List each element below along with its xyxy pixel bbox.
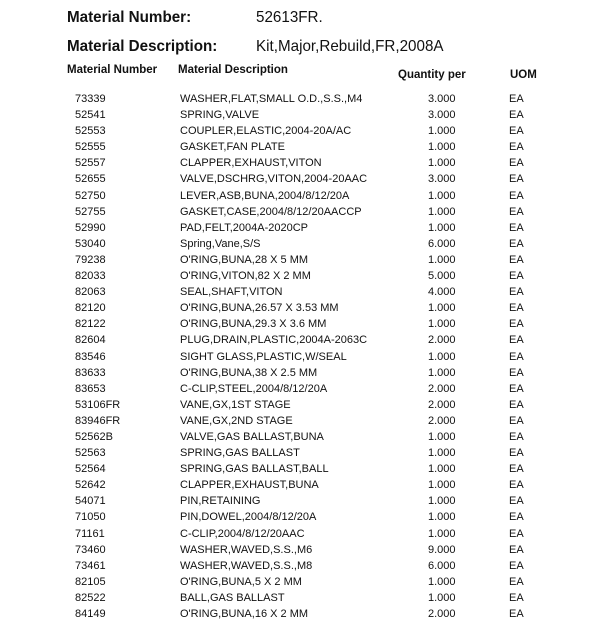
material-number-cell: 82120 — [75, 302, 106, 315]
quantity-cell: 1.000 — [428, 447, 456, 460]
uom-cell: EA — [509, 173, 524, 186]
uom-cell: EA — [509, 463, 524, 476]
material-description-cell: O'RING,BUNA,16 X 2 MM — [180, 608, 309, 620]
material-number-cell: 84149 — [75, 608, 106, 620]
quantity-cell: 1.000 — [428, 527, 456, 540]
uom-cell: EA — [509, 302, 524, 315]
table-row — [0, 397, 600, 413]
uom-cell: EA — [509, 318, 524, 331]
quantity-cell: 1.000 — [428, 591, 456, 604]
table-row — [0, 445, 600, 461]
table-row — [0, 429, 600, 445]
material-description-cell: O'RING,BUNA,29.3 X 3.6 MM — [180, 318, 327, 331]
quantity-cell: 1.000 — [428, 575, 456, 588]
table-row — [0, 139, 600, 155]
material-description-cell: WASHER,WAVED,S.S.,M6 — [180, 543, 313, 556]
quantity-cell: 1.000 — [428, 253, 456, 266]
table-row — [0, 91, 600, 107]
quantity-cell: 6.000 — [428, 559, 456, 572]
quantity-cell: 2.000 — [428, 382, 456, 395]
uom-cell: EA — [509, 253, 524, 266]
material-number-cell: 52562B — [75, 430, 113, 443]
table-row — [0, 590, 600, 606]
material-description-cell: PIN,RETAINING — [180, 495, 261, 508]
quantity-cell: 3.000 — [428, 93, 456, 105]
material-description-cell: PAD,FELT,2004A-2020CP — [180, 221, 308, 234]
material-number-cell: 52750 — [75, 189, 106, 202]
table-row — [0, 349, 600, 365]
material-number-cell: 54071 — [75, 495, 106, 508]
table-row — [0, 413, 600, 429]
material-description-cell: BALL,GAS BALLAST — [180, 591, 285, 604]
uom-cell: EA — [509, 608, 524, 620]
table-row — [0, 300, 600, 316]
material-number-value: 52613FR. — [256, 9, 323, 26]
table-row — [0, 606, 600, 622]
material-number-cell: 82063 — [75, 286, 106, 299]
material-number-cell: 52642 — [75, 479, 106, 492]
table-row — [0, 542, 600, 558]
material-description-cell: SPRING,GAS BALLAST,BALL — [180, 463, 329, 476]
table-row — [0, 236, 600, 252]
material-description-cell: WASHER,WAVED,S.S.,M8 — [180, 559, 313, 572]
material-description-cell: O'RING,BUNA,38 X 2.5 MM — [180, 366, 318, 379]
uom-cell: EA — [509, 286, 524, 299]
quantity-cell: 5.000 — [428, 270, 456, 283]
material-description-cell: SPRING,VALVE — [180, 109, 260, 122]
material-description-cell: LEVER,ASB,BUNA,2004/8/12/20A — [180, 189, 350, 202]
material-number-cell: 52564 — [75, 463, 106, 476]
uom-cell: EA — [509, 334, 524, 347]
quantity-cell: 2.000 — [428, 608, 456, 620]
quantity-cell: 4.000 — [428, 286, 456, 299]
material-description-cell: GASKET,FAN PLATE — [180, 141, 285, 154]
table-row — [0, 316, 600, 332]
table-row — [0, 574, 600, 590]
material-number-cell: 52563 — [75, 447, 106, 460]
material-number-cell: 73339 — [75, 93, 106, 105]
material-number-cell: 73461 — [75, 559, 106, 572]
material-description-cell: SEAL,SHAFT,VITON — [180, 286, 283, 299]
material-number-cell: 83633 — [75, 366, 106, 379]
material-number-cell: 82033 — [75, 270, 106, 283]
material-description-cell: C-CLIP,STEEL,2004/8/12/20A — [180, 382, 328, 395]
material-number-cell: 82604 — [75, 334, 106, 347]
parts-table-body — [0, 91, 600, 622]
material-description-cell: VANE,GX,2ND STAGE — [180, 414, 293, 427]
material-description-cell: SIGHT GLASS,PLASTIC,W/SEAL — [180, 350, 347, 363]
table-row — [0, 220, 600, 236]
quantity-cell: 1.000 — [428, 302, 456, 315]
table-row — [0, 365, 600, 381]
material-description-cell: SPRING,GAS BALLAST — [180, 447, 300, 460]
material-description-cell: VALVE,DSCHRG,VITON,2004-20AAC — [180, 173, 368, 186]
uom-cell: EA — [509, 141, 524, 154]
uom-cell: EA — [509, 430, 524, 443]
material-number-cell: 82105 — [75, 575, 106, 588]
column-header-material-description: Material Description — [178, 64, 288, 76]
material-description-cell: WASHER,FLAT,SMALL O.D.,S.S.,M4 — [180, 93, 363, 105]
material-number-cell: 53040 — [75, 237, 106, 250]
uom-cell: EA — [509, 157, 524, 170]
material-description-cell: GASKET,CASE,2004/8/12/20AACCP — [180, 205, 362, 218]
material-description-cell: PIN,DOWEL,2004/8/12/20A — [180, 511, 317, 524]
uom-cell: EA — [509, 527, 524, 540]
quantity-cell: 1.000 — [428, 495, 456, 508]
material-number-cell: 71161 — [75, 527, 105, 540]
quantity-cell: 1.000 — [428, 221, 456, 234]
uom-cell: EA — [509, 125, 524, 138]
material-description-cell: CLAPPER,EXHAUST,BUNA — [180, 479, 319, 492]
table-row — [0, 284, 600, 300]
material-description-cell: O'RING,BUNA,28 X 5 MM — [180, 253, 309, 266]
quantity-cell: 6.000 — [428, 237, 456, 250]
quantity-cell: 2.000 — [428, 414, 456, 427]
material-description-cell: COUPLER,ELASTIC,2004-20A/AC — [180, 125, 352, 138]
uom-cell: EA — [509, 414, 524, 427]
material-number-cell: 71050 — [75, 511, 106, 524]
uom-cell: EA — [509, 205, 524, 218]
uom-cell: EA — [509, 575, 524, 588]
quantity-cell: 1.000 — [428, 366, 456, 379]
quantity-cell: 1.000 — [428, 125, 456, 138]
quantity-cell: 1.000 — [428, 205, 456, 218]
material-number-cell: 79238 — [75, 253, 106, 266]
column-header-uom: UOM — [510, 69, 537, 81]
material-number-cell: 53106FR — [75, 398, 121, 411]
table-row — [0, 155, 600, 171]
material-description-cell: O'RING,BUNA,26.57 X 3.53 MM — [180, 302, 339, 315]
uom-cell: EA — [509, 543, 524, 556]
quantity-cell: 2.000 — [428, 398, 456, 411]
material-description-value: Kit,Major,Rebuild,FR,2008A — [256, 38, 444, 55]
uom-cell: EA — [509, 398, 524, 411]
material-number-cell: 73460 — [75, 543, 106, 556]
material-number-cell: 52990 — [75, 221, 106, 234]
uom-cell: EA — [509, 479, 524, 492]
table-row — [0, 123, 600, 139]
table-row — [0, 509, 600, 525]
material-description-cell: Spring,Vane,S/S — [180, 237, 261, 250]
material-number-cell: 52557 — [75, 157, 106, 170]
column-header-quantity-per: Quantity per — [398, 69, 466, 81]
quantity-cell: 1.000 — [428, 511, 456, 524]
material-number-cell: 82522 — [75, 591, 106, 604]
uom-cell: EA — [509, 366, 524, 379]
table-row — [0, 188, 600, 204]
table-row — [0, 493, 600, 509]
table-row — [0, 332, 600, 348]
uom-cell: EA — [509, 237, 524, 250]
table-row — [0, 558, 600, 574]
material-description-cell: VANE,GX,1ST STAGE — [180, 398, 291, 411]
uom-cell: EA — [509, 189, 524, 202]
quantity-cell: 3.000 — [428, 173, 456, 186]
quantity-cell: 1.000 — [428, 141, 456, 154]
quantity-cell: 1.000 — [428, 463, 456, 476]
material-description-label: Material Description: — [67, 38, 218, 55]
material-number-cell: 52553 — [75, 125, 106, 138]
table-row — [0, 381, 600, 397]
quantity-cell: 2.000 — [428, 334, 456, 347]
material-number-label: Material Number: — [67, 9, 192, 26]
table-row — [0, 204, 600, 220]
material-description-cell: VALVE,GAS BALLAST,BUNA — [180, 430, 324, 443]
material-number-cell: 52555 — [75, 141, 106, 154]
quantity-cell: 3.000 — [428, 109, 456, 122]
material-number-cell: 83546 — [75, 350, 106, 363]
quantity-cell: 1.000 — [428, 350, 456, 363]
quantity-cell: 1.000 — [428, 479, 456, 492]
quantity-cell: 9.000 — [428, 543, 456, 556]
material-description-cell: C-CLIP,2004/8/12/20AAC — [180, 527, 305, 540]
column-header-material-number: Material Number — [67, 64, 158, 76]
table-row — [0, 268, 600, 284]
table-row — [0, 171, 600, 187]
material-description-cell: O'RING,BUNA,5 X 2 MM — [180, 575, 302, 588]
table-row — [0, 107, 600, 123]
table-row — [0, 252, 600, 268]
uom-cell: EA — [509, 495, 524, 508]
uom-cell: EA — [509, 559, 524, 572]
quantity-cell: 1.000 — [428, 430, 456, 443]
uom-cell: EA — [509, 511, 524, 524]
uom-cell: EA — [509, 591, 524, 604]
material-number-cell: 52755 — [75, 205, 106, 218]
uom-cell: EA — [509, 447, 524, 460]
uom-cell: EA — [509, 350, 524, 363]
table-row — [0, 477, 600, 493]
quantity-cell: 1.000 — [428, 318, 456, 331]
uom-cell: EA — [509, 382, 524, 395]
material-number-cell: 82122 — [75, 318, 106, 331]
uom-cell: EA — [509, 270, 524, 283]
quantity-cell: 1.000 — [428, 157, 456, 170]
uom-cell: EA — [509, 109, 524, 122]
table-row — [0, 526, 600, 542]
uom-cell: EA — [509, 93, 524, 105]
material-number-cell: 83653 — [75, 382, 106, 395]
uom-cell: EA — [509, 221, 524, 234]
quantity-cell: 1.000 — [428, 189, 456, 202]
material-number-cell: 52655 — [75, 173, 106, 186]
material-description-cell: CLAPPER,EXHAUST,VITON — [180, 157, 322, 170]
material-number-cell: 52541 — [75, 109, 106, 122]
material-number-cell: 83946FR — [75, 414, 121, 427]
material-description-cell: O'RING,VITON,82 X 2 MM — [180, 270, 311, 283]
material-description-cell: PLUG,DRAIN,PLASTIC,2004A-2063C — [180, 334, 368, 347]
table-row — [0, 461, 600, 477]
